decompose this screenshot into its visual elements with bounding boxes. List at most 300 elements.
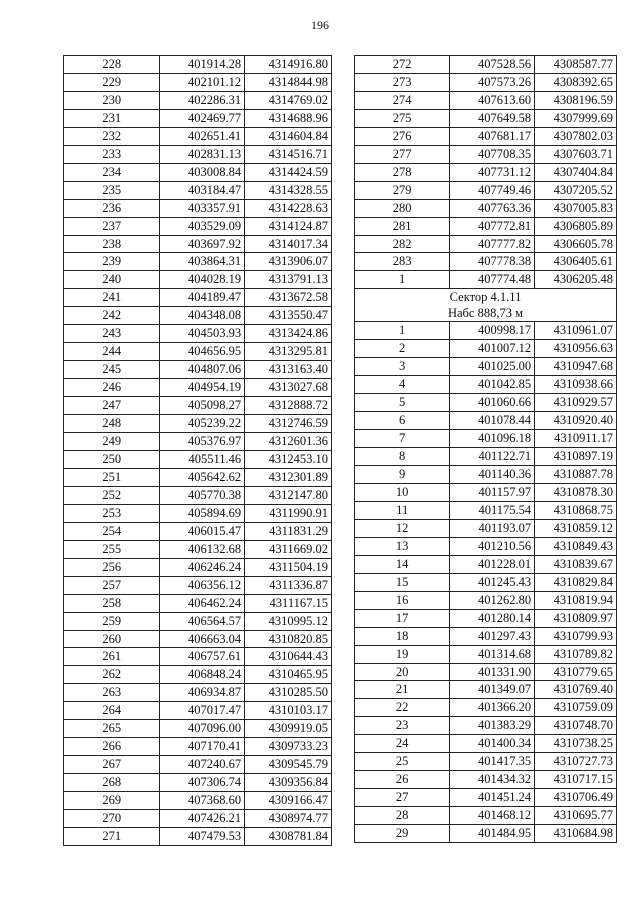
table-row [64,145,332,163]
table-row [64,343,332,361]
point-number-cell: 283 [355,253,450,271]
x-coordinate-cell: 401400.34 [450,735,535,753]
table-row [355,127,617,145]
y-coordinate-cell: 4311831.29 [245,522,332,540]
table-row [64,666,332,684]
point-number-cell: 22 [355,699,450,717]
point-number-cell: 235 [64,181,160,199]
x-coordinate-cell: 401468.12 [450,807,535,825]
x-coordinate-cell: 401383.29 [450,717,535,735]
y-coordinate-cell: 4312746.59 [245,415,332,433]
y-coordinate-cell: 4310738.25 [535,735,617,753]
x-coordinate-cell: 401175.54 [450,501,535,519]
x-coordinate-cell: 407368.60 [160,792,245,810]
x-coordinate-cell: 406757.61 [160,648,245,666]
x-coordinate-cell: 404807.06 [160,361,245,379]
y-coordinate-cell: 4308392.65 [535,73,617,91]
y-coordinate-cell: 4310644.43 [245,648,332,666]
x-coordinate-cell: 407774.48 [450,271,535,289]
table-row [64,792,332,810]
point-number-cell: 244 [64,343,160,361]
y-coordinate-cell: 4310849.43 [535,537,617,555]
x-coordinate-cell: 407017.47 [160,702,245,720]
point-number-cell: 236 [64,199,160,217]
point-number-cell: 229 [64,73,160,91]
table-row [355,807,617,825]
y-coordinate-cell: 4313163.40 [245,361,332,379]
x-coordinate-cell: 404028.19 [160,271,245,289]
point-number-cell: 233 [64,145,160,163]
y-coordinate-cell: 4310956.63 [535,340,617,358]
point-number-cell: 242 [64,307,160,325]
table-row [64,271,332,289]
x-coordinate-cell: 401060.66 [450,394,535,412]
point-number-cell: 275 [355,109,450,127]
x-coordinate-cell: 401007.12 [450,340,535,358]
x-coordinate-cell: 407681.17 [450,127,535,145]
point-number-cell: 21 [355,681,450,699]
y-coordinate-cell: 4310779.65 [535,663,617,681]
x-coordinate-cell: 401042.85 [450,376,535,394]
x-coordinate-cell: 406564.57 [160,612,245,630]
y-coordinate-cell: 4310839.67 [535,555,617,573]
coordinates-table-left-body [64,56,332,846]
y-coordinate-cell: 4313027.68 [245,379,332,397]
point-number-cell: 24 [355,735,450,753]
y-coordinate-cell: 4314017.34 [245,235,332,253]
table-row [355,412,617,430]
point-number-cell: 274 [355,91,450,109]
point-number-cell: 15 [355,573,450,591]
point-number-cell: 234 [64,163,160,181]
point-number-cell: 265 [64,720,160,738]
y-coordinate-cell: 4310995.12 [245,612,332,630]
table-row [64,827,332,845]
point-number-cell: 18 [355,627,450,645]
x-coordinate-cell: 401914.28 [160,56,245,74]
table-row [355,217,617,235]
y-coordinate-cell: 4314769.02 [245,91,332,109]
point-number-cell: 268 [64,774,160,792]
x-coordinate-cell: 407772.81 [450,217,535,235]
point-number-cell: 276 [355,127,450,145]
point-number-cell: 4 [355,376,450,394]
table-row [355,699,617,717]
point-number-cell: 17 [355,609,450,627]
y-coordinate-cell: 4314424.59 [245,163,332,181]
y-coordinate-cell: 4306805.89 [535,217,617,235]
x-coordinate-cell: 404189.47 [160,289,245,307]
table-row [64,810,332,828]
y-coordinate-cell: 4307999.69 [535,109,617,127]
table-row [355,181,617,199]
table-row [355,825,617,843]
table-row [64,720,332,738]
y-coordinate-cell: 4312888.72 [245,397,332,415]
y-coordinate-cell: 4307404.84 [535,163,617,181]
table-row [64,630,332,648]
point-number-cell: 279 [355,181,450,199]
table-row [355,109,617,127]
sector-header-section [355,289,617,322]
x-coordinate-cell: 406663.04 [160,630,245,648]
table-row [355,448,617,466]
y-coordinate-cell: 4310465.95 [245,666,332,684]
point-number-cell: 259 [64,612,160,630]
y-coordinate-cell: 4314228.63 [245,199,332,217]
table-row [64,91,332,109]
table-row [64,774,332,792]
point-number-cell: 10 [355,483,450,501]
coordinates-table-right-bottom [355,322,617,843]
coordinates-table-right [354,55,617,843]
table-row [64,522,332,540]
x-coordinate-cell: 407778.38 [450,253,535,271]
point-number-cell: 261 [64,648,160,666]
y-coordinate-cell: 4310103.17 [245,702,332,720]
table-row [355,681,617,699]
point-number-cell: 11 [355,501,450,519]
point-number-cell: 269 [64,792,160,810]
table-row [64,73,332,91]
x-coordinate-cell: 406356.12 [160,576,245,594]
table-row [355,430,617,448]
y-coordinate-cell: 4309356.84 [245,774,332,792]
point-number-cell: 1 [355,271,450,289]
point-number-cell: 243 [64,325,160,343]
table-row [355,609,617,627]
point-number-cell: 241 [64,289,160,307]
coordinates-table-left [63,55,332,846]
table-row [355,753,617,771]
x-coordinate-cell: 401484.95 [450,825,535,843]
x-coordinate-cell: 401280.14 [450,609,535,627]
x-coordinate-cell: 405376.97 [160,433,245,451]
sector-header-cell [355,289,617,322]
table-row [355,73,617,91]
x-coordinate-cell: 405642.62 [160,468,245,486]
x-coordinate-cell: 403864.31 [160,253,245,271]
x-coordinate-cell: 400998.17 [450,322,535,340]
table-row [355,519,617,537]
point-number-cell: 1 [355,322,450,340]
x-coordinate-cell: 401140.36 [450,466,535,484]
y-coordinate-cell: 4310799.93 [535,627,617,645]
x-coordinate-cell: 406848.24 [160,666,245,684]
point-number-cell: 266 [64,738,160,756]
point-number-cell: 264 [64,702,160,720]
y-coordinate-cell: 4310947.68 [535,358,617,376]
y-coordinate-cell: 4310748.70 [535,717,617,735]
table-row [355,501,617,519]
y-coordinate-cell: 4314516.71 [245,145,332,163]
sector-height: Набс 888,73 м [447,306,524,321]
point-number-cell: 262 [64,666,160,684]
table-row [355,358,617,376]
table-row [64,702,332,720]
x-coordinate-cell: 404348.08 [160,307,245,325]
table-row [64,56,332,74]
point-number-cell: 25 [355,753,450,771]
table-row [64,181,332,199]
table-row [355,735,617,753]
y-coordinate-cell: 4313424.86 [245,325,332,343]
y-coordinate-cell: 4311669.02 [245,540,332,558]
y-coordinate-cell: 4312601.36 [245,433,332,451]
y-coordinate-cell: 4310695.77 [535,807,617,825]
point-number-cell: 228 [64,56,160,74]
table-row [355,253,617,271]
y-coordinate-cell: 4311504.19 [245,558,332,576]
y-coordinate-cell: 4310706.49 [535,789,617,807]
y-coordinate-cell: 4310727.73 [535,753,617,771]
x-coordinate-cell: 401314.68 [450,645,535,663]
table-row [355,483,617,501]
y-coordinate-cell: 4309919.05 [245,720,332,738]
point-number-cell: 8 [355,448,450,466]
y-coordinate-cell: 4310938.66 [535,376,617,394]
x-coordinate-cell: 402286.31 [160,91,245,109]
x-coordinate-cell: 407573.26 [450,73,535,91]
point-number-cell: 13 [355,537,450,555]
x-coordinate-cell: 407708.35 [450,145,535,163]
y-coordinate-cell: 4313550.47 [245,307,332,325]
y-coordinate-cell: 4308781.84 [245,827,332,845]
point-number-cell: 270 [64,810,160,828]
y-coordinate-cell: 4310868.75 [535,501,617,519]
x-coordinate-cell: 403184.47 [160,181,245,199]
x-coordinate-cell: 401096.18 [450,430,535,448]
x-coordinate-cell: 407479.53 [160,827,245,845]
y-coordinate-cell: 4306405.61 [535,253,617,271]
point-number-cell: 249 [64,433,160,451]
table-row [355,645,617,663]
y-coordinate-cell: 4311336.87 [245,576,332,594]
table-row [64,415,332,433]
point-number-cell: 272 [355,56,450,74]
table-row [355,271,617,289]
point-number-cell: 16 [355,591,450,609]
table-row [64,648,332,666]
point-number-cell: 3 [355,358,450,376]
point-number-cell: 230 [64,91,160,109]
y-coordinate-cell: 4310911.17 [535,430,617,448]
y-coordinate-cell: 4310769.40 [535,681,617,699]
y-coordinate-cell: 4313906.07 [245,253,332,271]
table-row [64,253,332,271]
point-number-cell: 258 [64,594,160,612]
y-coordinate-cell: 4308974.77 [245,810,332,828]
x-coordinate-cell: 407170.41 [160,738,245,756]
x-coordinate-cell: 401262.80 [450,591,535,609]
x-coordinate-cell: 403357.91 [160,199,245,217]
table-row [64,325,332,343]
x-coordinate-cell: 407649.58 [450,109,535,127]
x-coordinate-cell: 401193.07 [450,519,535,537]
point-number-cell: 280 [355,199,450,217]
table-row [355,573,617,591]
y-coordinate-cell: 4313672.58 [245,289,332,307]
y-coordinate-cell: 4310920.40 [535,412,617,430]
x-coordinate-cell: 407763.36 [450,199,535,217]
y-coordinate-cell: 4314916.80 [245,56,332,74]
point-number-cell: 256 [64,558,160,576]
x-coordinate-cell: 405239.22 [160,415,245,433]
y-coordinate-cell: 4309166.47 [245,792,332,810]
x-coordinate-cell: 401078.44 [450,412,535,430]
point-number-cell: 5 [355,394,450,412]
table-row [355,376,617,394]
x-coordinate-cell: 401434.32 [450,771,535,789]
point-number-cell: 20 [355,663,450,681]
table-row [355,663,617,681]
x-coordinate-cell: 407731.12 [450,163,535,181]
y-coordinate-cell: 4312301.89 [245,468,332,486]
x-coordinate-cell: 401157.97 [450,483,535,501]
table-row [64,504,332,522]
x-coordinate-cell: 401297.43 [450,627,535,645]
x-coordinate-cell: 401122.71 [450,448,535,466]
x-coordinate-cell: 401366.20 [450,699,535,717]
y-coordinate-cell: 4310897.19 [535,448,617,466]
y-coordinate-cell: 4310809.97 [535,609,617,627]
x-coordinate-cell: 402651.41 [160,127,245,145]
sector-title: Сектор 4.1.11 [449,290,522,305]
x-coordinate-cell: 407240.67 [160,756,245,774]
y-coordinate-cell: 4307005.83 [535,199,617,217]
y-coordinate-cell: 4310961.07 [535,322,617,340]
table-row [355,56,617,74]
y-coordinate-cell: 4314328.55 [245,181,332,199]
y-coordinate-cell: 4310820.85 [245,630,332,648]
point-number-cell: 263 [64,684,160,702]
point-number-cell: 23 [355,717,450,735]
x-coordinate-cell: 407528.56 [450,56,535,74]
point-number-cell: 278 [355,163,450,181]
point-number-cell: 12 [355,519,450,537]
x-coordinate-cell: 407096.00 [160,720,245,738]
point-number-cell: 281 [355,217,450,235]
x-coordinate-cell: 405770.38 [160,486,245,504]
x-coordinate-cell: 402469.77 [160,109,245,127]
y-coordinate-cell: 4310829.84 [535,573,617,591]
table-row [355,235,617,253]
y-coordinate-cell: 4306205.48 [535,271,617,289]
table-row [355,771,617,789]
table-row [64,612,332,630]
y-coordinate-cell: 4314124.87 [245,217,332,235]
point-number-cell: 253 [64,504,160,522]
y-coordinate-cell: 4307802.03 [535,127,617,145]
y-coordinate-cell: 4308196.59 [535,91,617,109]
y-coordinate-cell: 4314688.96 [245,109,332,127]
point-number-cell: 260 [64,630,160,648]
y-coordinate-cell: 4307205.52 [535,181,617,199]
x-coordinate-cell: 404954.19 [160,379,245,397]
point-number-cell: 240 [64,271,160,289]
y-coordinate-cell: 4306605.78 [535,235,617,253]
table-row [64,199,332,217]
x-coordinate-cell: 404503.93 [160,325,245,343]
point-number-cell: 251 [64,468,160,486]
x-coordinate-cell: 403529.09 [160,217,245,235]
x-coordinate-cell: 403697.92 [160,235,245,253]
point-number-cell: 239 [64,253,160,271]
x-coordinate-cell: 401331.90 [450,663,535,681]
y-coordinate-cell: 4310878.30 [535,483,617,501]
y-coordinate-cell: 4310717.15 [535,771,617,789]
table-row [64,109,332,127]
x-coordinate-cell: 405511.46 [160,450,245,468]
x-coordinate-cell: 407749.46 [450,181,535,199]
point-number-cell: 247 [64,397,160,415]
x-coordinate-cell: 405894.69 [160,504,245,522]
y-coordinate-cell: 4311167.15 [245,594,332,612]
table-row [64,127,332,145]
y-coordinate-cell: 4308587.77 [535,56,617,74]
table-row [64,235,332,253]
table-row [64,558,332,576]
point-number-cell: 273 [355,73,450,91]
point-number-cell: 271 [64,827,160,845]
point-number-cell: 277 [355,145,450,163]
table-row [355,591,617,609]
table-row [64,486,332,504]
x-coordinate-cell: 401451.24 [450,789,535,807]
x-coordinate-cell: 401417.35 [450,753,535,771]
point-number-cell: 7 [355,430,450,448]
point-number-cell: 238 [64,235,160,253]
table-row [64,379,332,397]
y-coordinate-cell: 4310285.50 [245,684,332,702]
table-row [64,450,332,468]
x-coordinate-cell: 401245.43 [450,573,535,591]
table-row [355,163,617,181]
table-row [355,91,617,109]
x-coordinate-cell: 401025.00 [450,358,535,376]
point-number-cell: 231 [64,109,160,127]
point-number-cell: 248 [64,415,160,433]
point-number-cell: 19 [355,645,450,663]
x-coordinate-cell: 406934.87 [160,684,245,702]
y-coordinate-cell: 4310887.78 [535,466,617,484]
table-row [64,361,332,379]
table-row [64,756,332,774]
y-coordinate-cell: 4307603.71 [535,145,617,163]
table-row [64,468,332,486]
x-coordinate-cell: 404656.95 [160,343,245,361]
y-coordinate-cell: 4310929.57 [535,394,617,412]
point-number-cell: 255 [64,540,160,558]
point-number-cell: 29 [355,825,450,843]
point-number-cell: 6 [355,412,450,430]
table-row [64,594,332,612]
point-number-cell: 282 [355,235,450,253]
y-coordinate-cell: 4311990.91 [245,504,332,522]
x-coordinate-cell: 406015.47 [160,522,245,540]
table-row [64,433,332,451]
y-coordinate-cell: 4309545.79 [245,756,332,774]
page-number: 196 [311,18,329,32]
x-coordinate-cell: 402101.12 [160,73,245,91]
y-coordinate-cell: 4310789.82 [535,645,617,663]
table-row [64,576,332,594]
x-coordinate-cell: 407613.60 [450,91,535,109]
table-row [355,466,617,484]
point-number-cell: 26 [355,771,450,789]
y-coordinate-cell: 4312147.80 [245,486,332,504]
table-row [64,217,332,235]
